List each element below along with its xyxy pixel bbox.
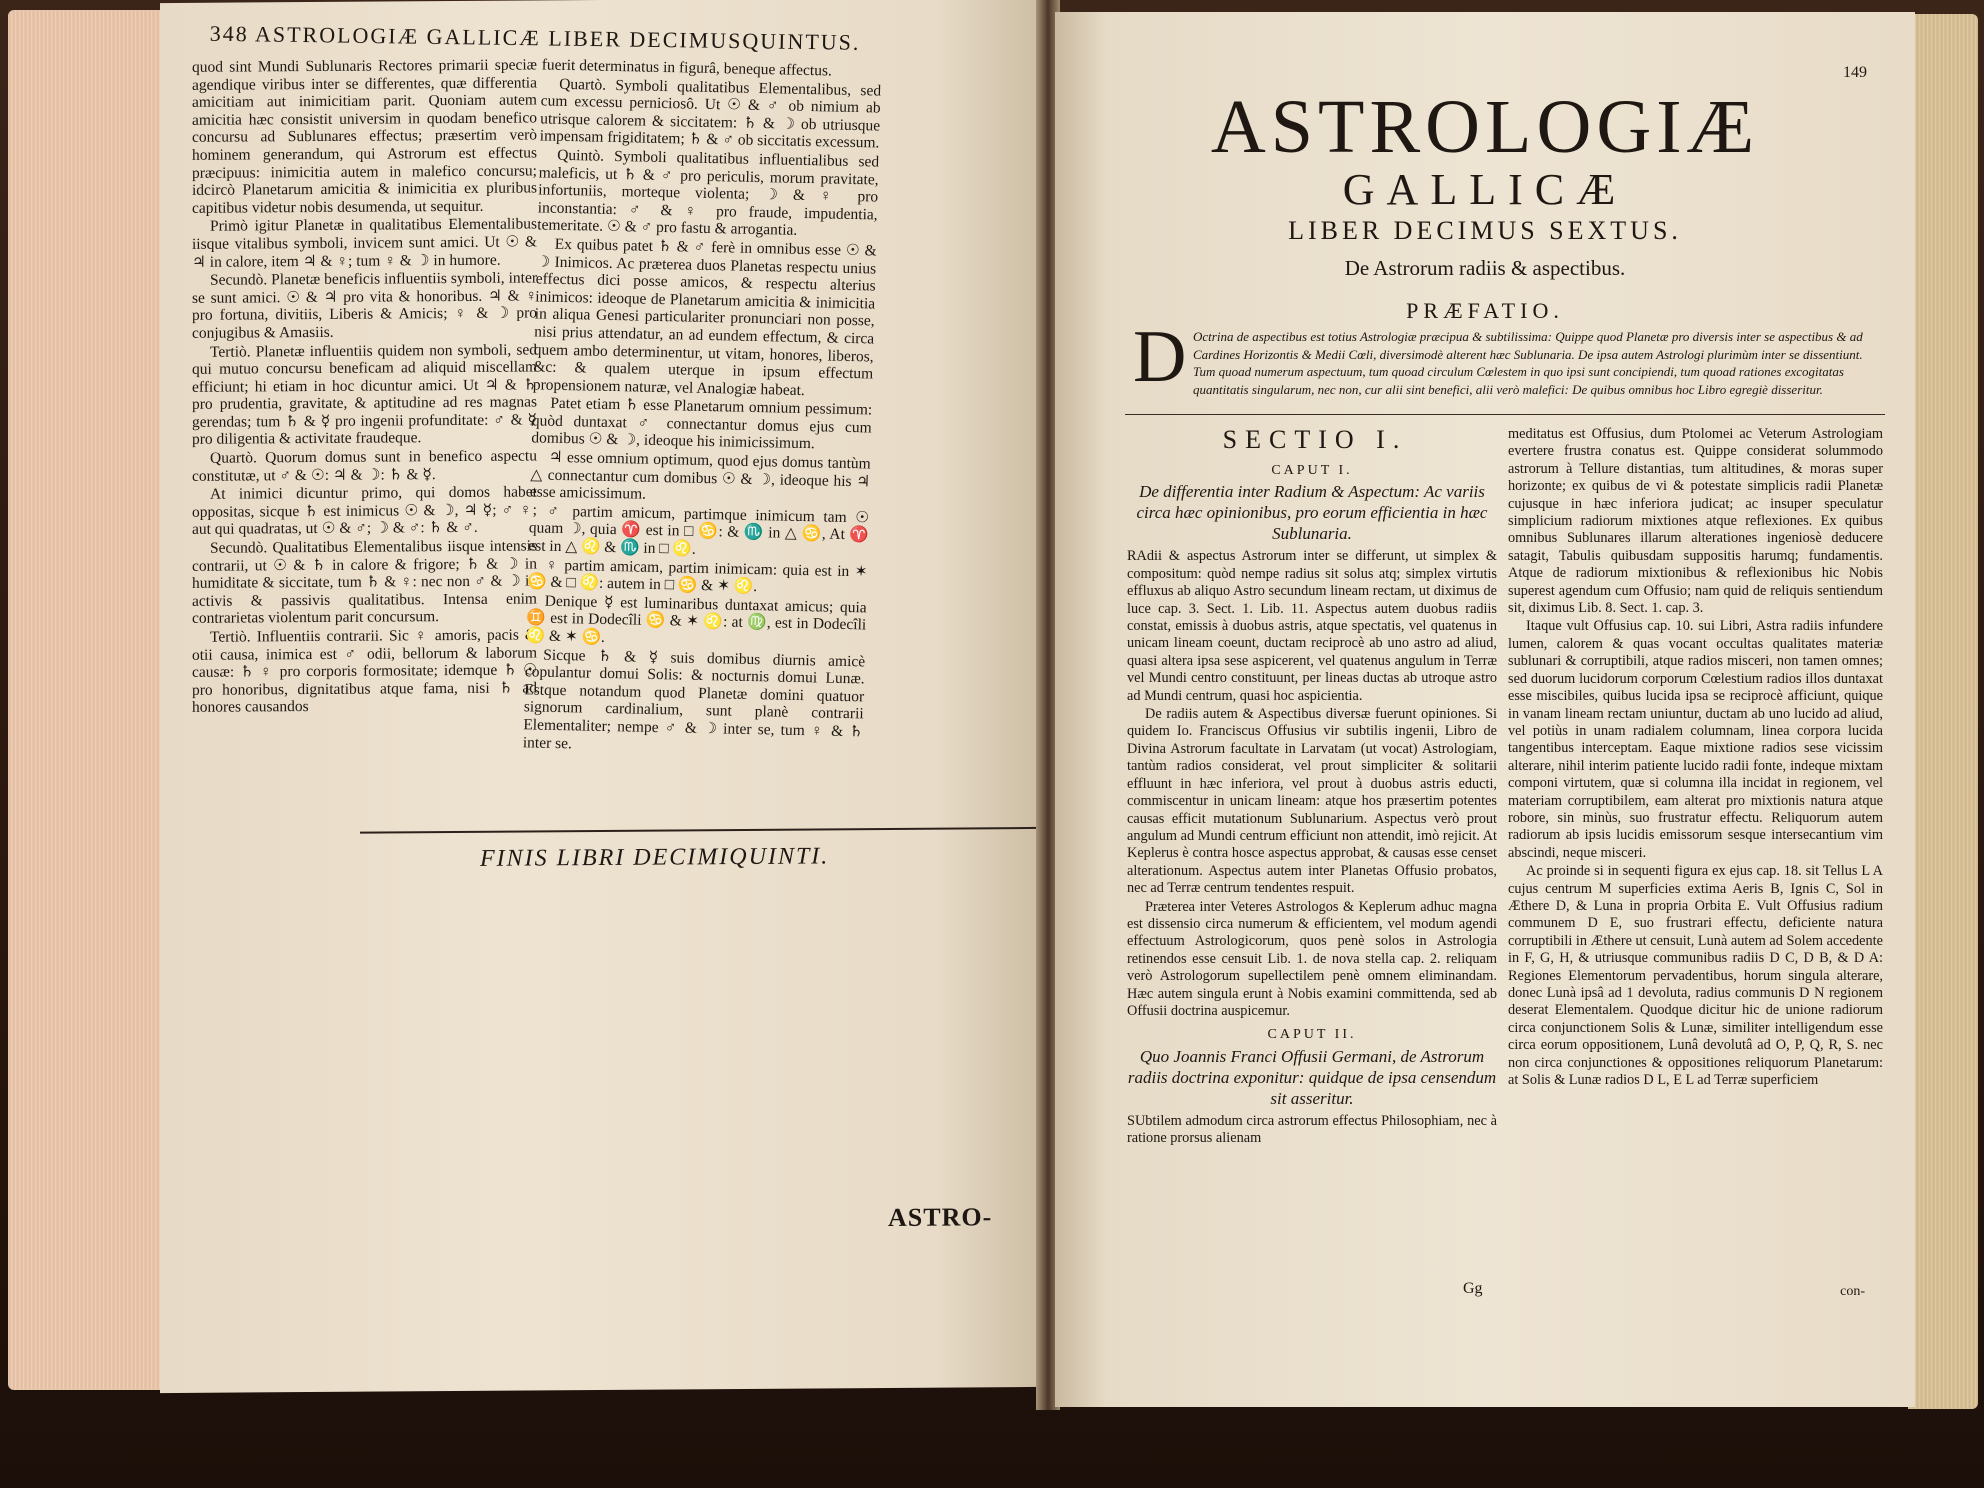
paragraph: Itaque vult Offusius cap. 10. sui Libri, Astra radiis infundere lumen, calorem & quas vocant occultas qualitates materiæ sublunari & corruptibili, atque radios misceri, non tamen omnes; sed duorum lucidorum corporum Cœlestium radios illos duntaxat esse miscibiles, quibus lucida ipsa se reciprocè afficiunt, quique in vanam lineam rectam uniuntur, ductam ab uno lucido ad aliud, vel potiùs in unam radialem columnam, linea corpora lucida tangentibus interceptam. Eaque mixtione radios sese vicissim alterare, nihil interim patiente lucido radii fonte, indeque mixtam componi virtutem, quæ si columna illa incidat in regionem, vel materiam corruptibilem, eam alterat pro mixtionis natura atque robore, sin minùs, suo frustratur effectu. Reliquorum autem radiorum ab ipsis lucidis emissorum sesque intersecantium vim abscindi, neque misceri. bbox=[1508, 618, 1883, 861]
paragraph: Ex quibus patet ♄ & ♂ ferè in omnibus esse ☉ & ☽ Inimicos. Ac præterea duos Planetas respectu unius effectus dici posse amicos, & respectu alterius inimicos: ideoque de Planetarum amicitia & inimicitia in aliqua Genesi particulariter pronunciari non posse, nisi prius attendatur, an ad eundem effectum, & circa quem ambo determinentur, ut vitam, honores, liberos, &c: & qualem uterque in ipsum effectum propensionem naturæ, vel Analogiæ habeat. bbox=[532, 235, 877, 399]
paragraph: ♀ partim amicam, partim inimicam: quia est in ✶ ♋ & □ ♌: autem in □ ♋ & ✶ ♌. bbox=[527, 556, 868, 596]
caput-heading: De differentia inter Radium & Aspectum: Ac variis circa hæc opinionibus, pro eorum efficientia in hæc Sublunaria. bbox=[1136, 482, 1488, 544]
paragraph: Quintò. Symboli qualitatibus influentialibus sed maleficis, ut ♄ & ♂ pro periculis, morum pravitate, infortuniis, morteque violenta; ☽ & ♀ pro inconstantia: ♂ & ♀ pro fraude, impudentia, temeritate. ☉ & ♂ pro fastu & arrogantia. bbox=[537, 146, 880, 240]
drop-cap: D bbox=[1133, 316, 1187, 398]
preface-text: Octrina de aspectibus est totius Astrologiæ præcipua & subtilissima: Quippe quod Planetæ pro diversis inter se aspectibus & ad Cardines Horizontis & Medii Cœli, diversimodè alterent hæc Sublunaria. De ipsa autem Astrologi plurimùm inter se dissentiunt. Tum quoad numerum aspectuum, tum quoad circulum Cœlestem in quo ipsi sunt concipiendi, tum quoad rationes excogitatas quantitatis singularum, nec non, cur alii sint benefici, alii verò malefici: De quibus omnibus hoc Libro egregiè disseritur. bbox=[1193, 329, 1863, 397]
liber-heading: LIBER DECIMUS SEXTUS. bbox=[1288, 216, 1682, 245]
paragraph: ♂ partim amicum, partimque inimicum tam ☉ quam ☽, quia ♈ est in □ ♋: & ♏ in △ ♋, At ♈ est in △ ♌ & ♏ in □ ♌. bbox=[528, 502, 870, 558]
caput-label: CAPUT I. bbox=[1271, 463, 1353, 478]
paragraph: RAdii & aspectus Astrorum inter se differunt, ut simplex & compositum: quòd nempe radius sit solus atq; simplex virtutis effluxus ab aliquo Astro secundum lineam rectam, ut diximus de luce cap. 3. Sect. 1. Lib. 11. Aspectus autem duobus radiis constat, emissis à duobus astris, atque spectatis, vel quatenus in unicam lineam coeunt, ductam reciprocè ab uno astro ad aliud, quasi altera ipsa sese aspicerent, vel quatenus angulum in Terræ vel Mundi centro constituunt, per lineas ductas ab utroque astro ad Mundi centrum, quasi hoc aspicientia. bbox=[1127, 548, 1497, 704]
left-column-2 bbox=[523, 56, 882, 759]
paragraph: Ac proinde si in sequenti figura ex ejus cap. 18. sit Tellus L A cujus centrum M superficies extima Aeris B, Ignis C, Sol in Æthere D, & Luna in propria Orbita E. Vult Offusius radium communem D E, suo frustrari effectu, deficiente natura corruptibili in Æthere ut censuit, Lunà autem ad Solem accedente in F, G, H, & utriusque communibus radiis D C, D B, & D A: Regiones Elementorum pervadentibus, horum singula alterare, donec Lunà ipsâ ad 1 devoluta, radius communis D N regionem deserat Elementalem. Quodque dicitur hic de unione radiorum circa conjunctionem Solis & Lunæ, similiter intelligendum esse circa eorum oppositionem, Lunâ devolutâ ad O, P, Q, R, S. nec non circa conjunctiones & oppositiones reliquorum Planetarum: at Solis & Lunæ radios D L, E L ad Terræ superficiem bbox=[1508, 863, 1883, 1089]
caput-label: CAPUT II. bbox=[1267, 1027, 1357, 1043]
catchword-left: ASTRO- bbox=[888, 1202, 993, 1232]
paragraph: Secundò. Planetæ beneficis influentiis symboli, inter se sunt amici. ☉ & ♃ pro vita & honoribus. ♃ & ♀ pro fortuna, divitiis, Liberis & Amicis; ♀ & ☽ pro conjugibus & Amasiis. bbox=[192, 269, 537, 342]
running-head: 348 ASTROLOGIÆ GALLICÆ LIBER DECIMUSQUINTUS. bbox=[209, 20, 861, 55]
page-number: 149 bbox=[1843, 64, 1867, 81]
paragraph: Tertiò. Influentiis contrarii. Sic ♀ amoris, pacis & otii causa, inimica est ♂ odii, bellorum & laborum causæ: ♄ ♀ pro corporis formositate; idemque ♄ ☉ pro honoribus, dignitatibus atque fama, nisi ♄ ad honores causandos bbox=[192, 626, 537, 717]
book-title: ASTROLOGIÆ bbox=[1210, 85, 1760, 169]
paragraph: Denique ☿ est luminaribus duntaxat amicus; quia ♊ est in Dodecîli ♋ & ✶ ♌: at ♍, est in Dodecîli ♌ & ✶ ♋. bbox=[525, 592, 867, 646]
paragraph: Quartò. Quorum domus sunt in benefico aspectu constitutæ, ut ♂ & ☉: ♃ & ☽: ♄ & ☿. bbox=[192, 447, 537, 485]
paragraph: Tertiò. Planetæ influentiis quidem non symboli, sed qui mutuo concursu beneficam ad aliquid miscellam efficiunt; hi etiam in hoc dicuntur amici. Ut ♃ & ♄ pro prudentia, gravitate, & aptitudine ad res magnas gerendas; tum ♄ & ☿ pro ingenii profunditate: ♂ & ☿ pro diligentia & activitate fraudeque. bbox=[192, 340, 537, 449]
catchword-right: con- bbox=[1840, 1284, 1865, 1299]
paragraph: Sicque ♄ & ☿ suis domibus diurnis amicè copulantur domui Solis: & nocturnis domui Lunæ. Estque notandum quod Planetæ domini quatuor signorum cardinalium, sunt planè contrarii Elementaliter; nempe ♂ & ☽ inter se, tum ♀ & ♄ inter se. bbox=[522, 646, 866, 752]
finis-line: FINIS LIBRI DECIMIQUINTI. bbox=[480, 843, 830, 872]
right-column-1 bbox=[1127, 456, 1497, 1149]
paragraph: fuerit determinatus in figurâ, beneque affectus. bbox=[541, 56, 833, 80]
paragraph: Præterea inter Veteres Astrologos & Keplerum adhuc magna est dissensio circa numerum & efficientem, vel modum agendi effectuum Astrologicorum, quos penè solos in Astrologia retinendos esse censuit Lib. 1. de nova stella cap. 2. reliquam verò Astrologorum supellectilem penè omnem eliminandam. Hæc autem singula erunt à Nobis examini committenda, sed ab Offusii doctrina auspicemur. bbox=[1127, 898, 1497, 1019]
paragraph: De radiis autem & Aspectibus diversæ fuerunt opiniones. Si quidem Io. Franciscus Offusius vir subtilis ingenii, Libro de Divina Astrorum facultate in Larvatam (ut vocat) Astrologiam, tantùm radios considerat, vel prout simpliciter & solitarii effluunt in hæc inferiora, vel prout à duobus astris educti, commiscentur in unicam lineam: atque hos præsertim potentes causas efficit mutationum Sublunarium. Aspectus verò prout angulum ad Mundi centrum efficiunt non attendit, imò rejicit. At Keplerus è contra hosce aspectus approbat, & causas esse censet alterationum. Aspectus autem inter Planetas Offusio probatos, nec ad Terræ centrum tendentes respuit. bbox=[1127, 706, 1497, 897]
end-rule bbox=[360, 826, 1040, 834]
paragraph: Patet etiam ♄ esse Planetarum omnium pessimum: quòd duntaxat ♂ connectantur domus ejus cum domibus ☉ & ☽, ideoque his inimicissimum. bbox=[531, 394, 873, 453]
left-page bbox=[160, 0, 1040, 1393]
paragraph: At inimici dicuntur primo, qui domos habet oppositas, sicque ♄ est inimicus ☉ & ☽, ♃ ☿; ♂ ♀; aut qui quadratas, ut ☉ & ♂; ☽ & ♂: ♄ & ♂. bbox=[192, 483, 537, 539]
paragraph: meditatus est Offusius, dum Ptolomei ac Veterum Astrologiam evertere frustra conatus est. Quippe considerat solummodo astrorum à Tellure distantias, tum altitudines, & moras super horizonte; ex quibus de vi & potestate simplicis radii Planetæ cujusque in hæc inferiora judicat; ac insuper speculatur simplicium radiorum mixtiones atque reflexiones. Ex quibus omnibus Sublunares illarum alterationes ingeniosè deducere satagit, Tabulis quibusdam suppositis harumq; fundamentis. Atque de radiorum mixtionibus & reflexionibus hic Nobis superest agendum cum Offusio; nam quid de reliquis sentiendum sit, diximus Lib. 8. Sect. 1. cap. 3. bbox=[1508, 426, 1883, 617]
right-column-2 bbox=[1508, 426, 1883, 1090]
caput-heading: Quo Joannis Franci Offusii Germani, de Astrorum radiis doctrina exponitur: quidque de ipsa censendum sit asseritur. bbox=[1127, 1046, 1497, 1108]
paragraph: Quartò. Symboli qualitatibus Elementalibus, sed cum excessu perniciosô. Ut ☉ & ♂ ob nimium ab utrisque calorem & siccitatem: ♄ & ☽ ob utriusque impensam frigiditatem; ♄ & ♂ ob siccitatis excessum. bbox=[539, 75, 882, 152]
right-page bbox=[1055, 12, 1915, 1407]
section-heading: SECTIO I. bbox=[1222, 425, 1408, 454]
book-right-edge bbox=[1908, 14, 1978, 1409]
signature-mark: Gg bbox=[1463, 1280, 1483, 1297]
paragraph: quod sint Mundi Sublunaris Rectores primarii speciæ agendique viribus inter se differentes, quæ differentia amicitiam aut inimicitiam parit. Quoniam autem amicitia hæc consistit universim in quodam benefico concursu ad Sublunares effectus; præsertim verò hominem generandum, qui Astrorum est effectus præcipuus: inimicitia autem in malefico concursu; idcircò Planetarum amicitia & inimicitia ex pluribus capitibus videtur nobis desumenda, ut sequitur. bbox=[192, 56, 537, 217]
book-left-edge bbox=[8, 10, 178, 1390]
chapter-topic: De Astrorum radiis & aspectibus. bbox=[1344, 256, 1626, 280]
left-column-1 bbox=[192, 56, 537, 717]
paragraph: Secundò. Qualitatibus Elementalibus iisque intensis contrarii, ut ☉ & ♄ in calore & frigore; ♄ & ☽ in humiditate & siccitate, tum ♄ & ♀: nec non ♂ & ☽ in activis & passivis qualitatibus. Intensa enim contrarietas violentum parit concursum. bbox=[192, 537, 537, 628]
paragraph: SUbtilem admodum circa astrorum effectus Philosophiam, nec à ratione prorsus alienam bbox=[1127, 1112, 1497, 1147]
book-subtitle: GALLICÆ bbox=[1342, 165, 1628, 214]
divider bbox=[1125, 414, 1885, 415]
paragraph: Primò igitur Planetæ in qualitatibus Elementalibus iisque vitalibus symboli, invicem sunt amici. Ut ☉ & ♃ in calore, item ♃ & ♀; tum ♀ & ☽ in humore. bbox=[192, 215, 537, 271]
paragraph: ♃ esse omnium optimum, quod ejus domus tantùm △ connectantur cum domibus ☉ & ☽, ideoque his ♃ esse amicissimum. bbox=[529, 448, 871, 504]
praefatio-heading: PRÆFATIO. bbox=[1406, 298, 1564, 323]
